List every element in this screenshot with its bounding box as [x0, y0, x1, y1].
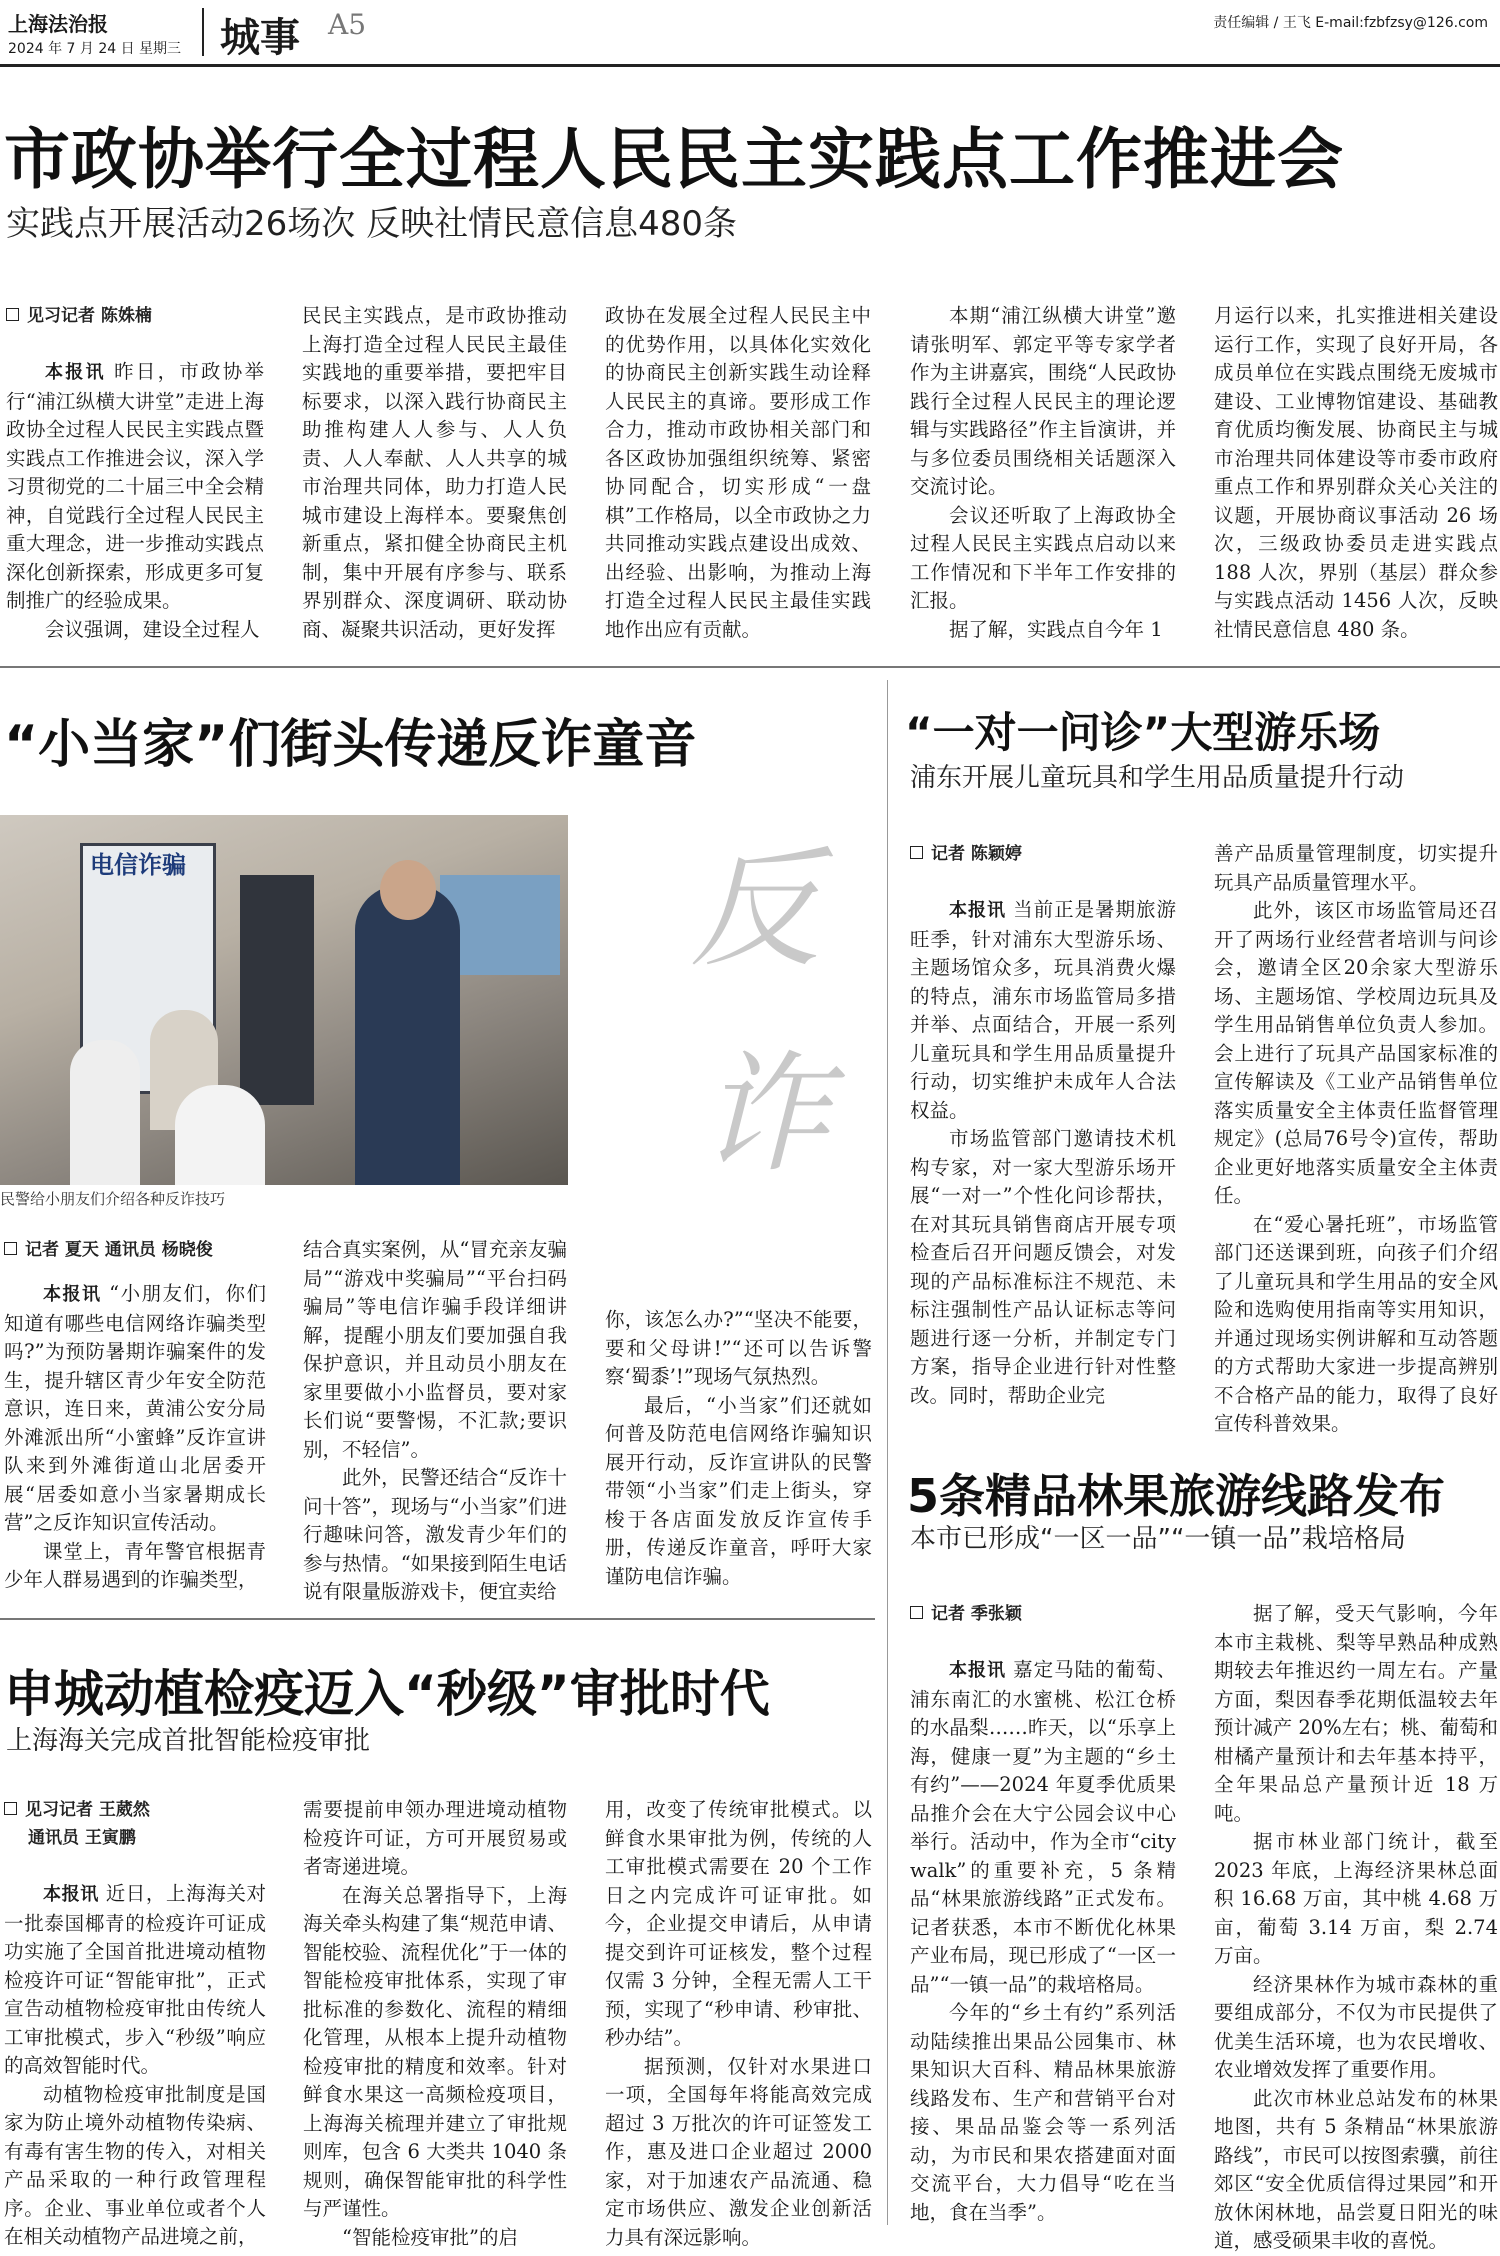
lead-marker: 本报讯: [949, 1660, 1006, 1681]
article-1-subheadline: 实践点开展活动26场次 反映社情民意信息480条: [6, 204, 737, 244]
article-3-subheadline: 浦东开展儿童玩具和学生用品质量提升行动: [910, 763, 1405, 793]
lead-marker: 本报讯: [43, 1884, 99, 1905]
child-figure: [70, 1040, 140, 1185]
article-1-column-3: [605, 302, 871, 648]
article-5-byline: [4, 1796, 150, 1852]
paragraph: 据了解，实践点自今年 1: [949, 617, 1163, 641]
section-rule: [0, 1618, 875, 1620]
paragraph: 动植物检疫审批制度是国家为防止境外动植物传染病、有毒有害生物的传入，对相关产品采取的一种行政管理程序。企业、事业单位或者个人在相关动植物产品进境之前，: [4, 2082, 266, 2248]
officer-head: [380, 860, 436, 920]
article-5-column-1: [4, 1880, 266, 2248]
editor-info: 责任编辑 / 王飞 E-mail:fzbfzsy@126.com: [1213, 15, 1488, 31]
paragraph: 今年的“乡土有约”系列活动陆续推出果品公园集市、林果知识大百科、精品林果旅游线路发布、生产和营销平台对接、果品品鉴会等一系列活动，为市民和果农搭建面对面交流平台，大力倡导“吃在当地，食在当季”。: [910, 2001, 1176, 2224]
byline-box-icon: [4, 1242, 17, 1255]
byline-text: 通讯员 王寅鹏: [28, 1828, 136, 1848]
article-2-photo: [0, 815, 568, 1185]
paragraph: 据预测，仅针对水果进口一项，全国每年将能高效完成超过 3 万批次的许可证签发工作，惠及进口企业超过 2000 家，对于加速农产品流通、稳定市场供应、激发企业创新活力具有深远影响。: [605, 2054, 872, 2249]
issue-date: 2024 年 7 月 24 日 星期三: [8, 41, 182, 57]
officer-figure: [355, 885, 460, 1185]
lead-marker: 本报讯: [43, 1284, 102, 1305]
paragraph: 市场监管部门邀请技术机构专家，对一家大型游乐场开展“一对一”个性化问诊帮扶，在对其玩具销售商店开展专项检查后召开问题反馈会，对发现的产品标准标注不规范、未标注强制性产品认证标志等问题进行逐一分析，并制定专门方案，指导企业进行针对性整改。同时，帮助企业完: [910, 1127, 1176, 1407]
paragraph: 会议强调，建设全过程人: [45, 617, 260, 641]
byline-text: 记者 陈颖婷: [931, 844, 1022, 864]
section-rule: [0, 666, 1500, 668]
article-3-headline: “一对一问诊”大型游乐场: [905, 708, 1381, 757]
poster-banner: 电信诈骗: [90, 851, 186, 879]
lead-marker: 本报讯: [45, 362, 106, 383]
byline-box-icon: [4, 1802, 17, 1815]
paragraph: 此次市林业总站发布的林果地图，共有 5 条精品“林果旅游路线”，市民可以按图索骥，前往郊区“安全优质信得过果园”和开放休闲林地，品尝夏日阳光的味道，感受硕果丰收的喜悦。: [1214, 2086, 1498, 2252]
paragraph: 最后，“小当家”们还就如何普及防范电信网络诈骗知识展开行动，反诈宣讲队的民警带领“小当家”们走上街头，穿梭于各店面发放反诈宣传手册，传递反诈童音，呼吁大家谨防电信诈骗。: [605, 1393, 872, 1588]
standee-panel: [240, 875, 314, 1105]
paragraph: 民民主实践点，是市政协推动上海打造全过程人民民主最佳实践地的重要举措，要把牢目标要求，以深入践行协商民主助推构建人人参与、人人负责、人人奉献、人人共享的城市治理共同体，助力打造人民城市建设上海样本。要聚焦创新重点，紧扣健全协商民主机制，集中开展有序参与、联系界别群众、深度调研、联动协商、凝聚共识活动，更好发挥: [302, 304, 567, 641]
article-1-headline: 市政协举行全过程人民民主实践点工作推进会: [4, 121, 1344, 198]
article-1-column-4: [910, 302, 1176, 648]
column-divider: [887, 680, 888, 2225]
article-4-column-1: [910, 1656, 1176, 2248]
decorative-character: 反: [690, 833, 821, 985]
paragraph: 需要提前申领办理进境动植物检疫许可证，方可开展贸易或者寄递进境。: [303, 1798, 567, 1878]
article-5-column-2: [303, 1796, 567, 2248]
article-3-byline: [910, 840, 1022, 868]
article-5-subheadline: 上海海关完成首批智能检疫审批: [6, 1726, 371, 1756]
lead-marker: 本报讯: [949, 900, 1006, 921]
article-1-column-1: [6, 358, 264, 648]
paragraph: 在“爱心暑托班”，市场监管部门还送课到班，向孩子们介绍了儿童玩具和学生用品的安全风险和选购使用指南等实用知识，并通过现场实例讲解和互动答题的方式帮助大家进一步提高辨别不合格产品的能力，取得了良好宣传科普效果。: [1214, 1212, 1498, 1435]
article-2-column-1: [4, 1280, 266, 1600]
article-2-byline: [4, 1236, 213, 1264]
paragraph: 你，该怎么办?”“坚决不能要，要和父母讲!”“还可以告诉警察‘蜀黍’!”现场气氛热烈。: [605, 1308, 872, 1388]
article-2-headline: “小当家”们街头传递反诈童音: [4, 715, 697, 775]
paragraph: 课堂上，青年警官根据青少年人群易遇到的诈骗类型，: [4, 1539, 266, 1591]
byline-text: 记者 夏天 通讯员 杨晓俊: [25, 1240, 213, 1260]
paragraph: 此外，民警还结合“反诈十问十答”，现场与“小当家”们进行趣味问答，激发青少年们的参与热情。“如果接到陌生电话说有限量版游戏卡，便宜卖给: [303, 1466, 567, 1603]
paragraph: 结合真实案例，从“冒充亲友骗局”“游戏中奖骗局”“平台扫码骗局”等电信诈骗手段详细讲解，提醒小朋友们要加强自我保护意识，并且动员小朋友在家里要做小小监督员，要对家长们说“要警惕，不汇款;要识别，不轻信”。: [303, 1238, 567, 1461]
paragraph: 当前正是暑期旅游旺季，针对浦东大型游乐场、主题场馆众多，玩具消费火爆的特点，浦东市场监管局多措并举、点面结合，开展一系列儿童玩具和学生用品质量提升行动，切实维护未成年人合法权益。: [910, 898, 1177, 1122]
article-4-column-2: [1214, 1600, 1498, 2252]
header-rule: [0, 64, 1500, 67]
article-4-subheadline: 本市已形成“一区一品”“一镇一品”栽培格局: [910, 1524, 1406, 1554]
page-number: A5: [328, 8, 367, 41]
paragraph: 嘉定马陆的葡萄、浦东南汇的水蜜桃、松江仓桥的水晶梨……昨天，以“乐享上海，健康一夏”为主题的“乡土有约”——2024 年夏季优质果品推介会在大宁公园会议中心举行。活动中，作为全市“city walk”的重要补充，5 条精品“林果旅游线路”正式发布。记者获悉，本市不断优化林果产业布局，现已形成了“一区一品”“一镇一品”的栽培格局。: [910, 1658, 1177, 1996]
child-figure: [175, 1085, 265, 1185]
article-1-column-2: [302, 302, 567, 648]
article-2-column-3: [605, 1306, 872, 1600]
paragraph: 近日，上海海关对一批泰国椰青的检疫许可证成功实施了全国首批进境动植物检疫许可证“智能审批”，正式宣告动植物检疫审批由传统人工审批模式，步入“秒级”响应的高效智能时代。: [4, 1882, 267, 2077]
article-1-byline: [6, 302, 152, 330]
paragraph: 经济果林作为城市森林的重要组成部分，不仅为市民提供了优美生活环境，也为农民增收、农业增效发挥了重要作用。: [1214, 1972, 1498, 2081]
article-4-byline: [910, 1600, 1022, 1628]
section-name: 城事: [220, 15, 300, 61]
paragraph: 会议还听取了上海政协全过程人民民主实践点启动以来工作情况和下半年工作安排的汇报。: [910, 503, 1176, 612]
byline-text: 见习记者 陈姝楠: [27, 306, 152, 326]
paragraph: 善产品质量管理制度，切实提升玩具产品质量管理水平。: [1214, 842, 1498, 894]
paragraph: 据了解，受天气影响，今年本市主栽桃、梨等早熟品种成熟期较去年推迟约一周左右。产量方面，梨因春季花期低温较去年预计减产 20%左右；桃、葡萄和柑橘产量预计和去年基本持平，全年果品总产量预计近 18 万吨。: [1214, 1602, 1498, 1825]
article-5-column-3: [605, 1796, 872, 2248]
header-divider: [202, 8, 204, 56]
decorative-character: 诈: [700, 1038, 831, 1190]
byline-box-icon: [6, 308, 19, 321]
article-3-column-2: [1214, 840, 1498, 1435]
article-2-column-2: [303, 1236, 567, 1603]
paragraph: 在海关总署指导下，上海海关牵头构建了集“规范申请、智能校验、流程优化”于一体的智能检疫审批体系，实现了审批标准的参数化、流程的精细化管理，从根本上提升动植物检疫审批的精度和效率。针对鲜食水果这一高频检疫项目，上海海关梳理并建立了审批规则库，包含 6 大类共 1040 条规则，确保智能审批的科学性与严谨性。: [303, 1883, 567, 2220]
paragraph: 昨日，市政协举行“浦江纵横大讲堂”走进上海政协全过程人民民主实践点暨实践点工作推进会议，深入学习贯彻党的二十届三中全会精神，自觉践行全过程人民民主重大理念，进一步推动实践点深化创新探索，形成更多可复制推广的经验成果。: [6, 360, 264, 612]
paragraph: 政协在发展全过程人民民主中的优势作用，以具体化实效化的协商民主创新实践生动诠释人民民主的真谛。要形成工作合力，推动市政协相关部门和各区政协加强组织统筹、紧密协同配合，切实形成“一盘棋”工作格局，以全市政协之力共同推动实践点建设出成效、出经验、出影响，为推动上海打造全过程人民民主最佳实践地作出应有贡献。: [605, 304, 871, 641]
photo-caption: 民警给小朋友们介绍各种反诈技巧: [0, 1190, 226, 1208]
paragraph: 本期“浦江纵横大讲堂”邀请张明军、郭定平等专家学者作为主讲嘉宾，围绕“人民政协践行全过程人民民主的理论逻辑与实践路径”作主旨演讲，并与多位委员围绕相关话题深入交流讨论。: [910, 304, 1176, 498]
paragraph: 月运行以来，扎实推进相关建设运行工作，实现了良好开局，各成员单位在实践点围绕无废城市建设、工业博物馆建设、基础教育优质均衡发展、协商民主与城市治理共同体建设等市委市政府重点工作和界别群众关心关注的议题，开展协商议事活动 26 场次，三级政协委员走进实践点 188 人次，界别（基层）群众参与实践点活动 1456 人次，反映社情民意信息 480 条。: [1214, 304, 1498, 641]
masthead-logo: 上海法治报: [8, 12, 108, 36]
paragraph: 据市林业部门统计，截至 2023 年底，上海经济果林总面积 16.68 万亩，其中桃 4.68 万亩，葡萄 3.14 万亩，梨 2.74 万亩。: [1214, 1830, 1498, 1967]
paragraph: 用，改变了传统审批模式。以鲜食水果审批为例，传统的人工审批模式需要在 20 个工作日之内完成许可证审批。如今，企业提交申请后，从申请提交到许可证核发，整个过程仅需 3 分钟，全程无需人工干预，实现了“秒申请、秒审批、秒办结”。: [605, 1798, 872, 2049]
byline-text: 见习记者 王葳然: [25, 1800, 150, 1820]
byline-box-icon: [910, 846, 923, 859]
article-5-headline: 申城动植检疫迈入“秒级”审批时代: [4, 1665, 770, 1723]
byline-box-icon: [910, 1606, 923, 1619]
paragraph: “小朋友们，你们知道有哪些电信网络诈骗类型吗?”为预防暑期诈骗案件的发生，提升辖区青少年安全防范意识，连日来，黄浦公安分局外滩派出所“小蜜蜂”反诈宣讲队来到外滩街道山北居委开展“居委如意小当家暑期成长营”之反诈知识宣传活动。: [4, 1282, 266, 1534]
article-1-column-5: [1214, 302, 1498, 648]
article-4-headline: 5条精品林果旅游线路发布: [907, 1469, 1446, 1523]
paragraph: “智能检疫审批”的启: [342, 2225, 518, 2249]
article-3-column-1: [910, 896, 1176, 1420]
byline-text: 记者 季张颖: [931, 1604, 1022, 1624]
paragraph: 此外，该区市场监管局还召开了两场行业经营者培训与问诊会，邀请全区20余家大型游乐场、主题场馆、学校周边玩具及学生用品销售单位负责人参加。会上进行了玩具产品国家标准的宣传解读及《工业产品销售单位落实质量安全主体责任监督管理规定》(总局76号令)宣传，帮助企业更好地落实质量安全主体责任。: [1214, 899, 1498, 1207]
